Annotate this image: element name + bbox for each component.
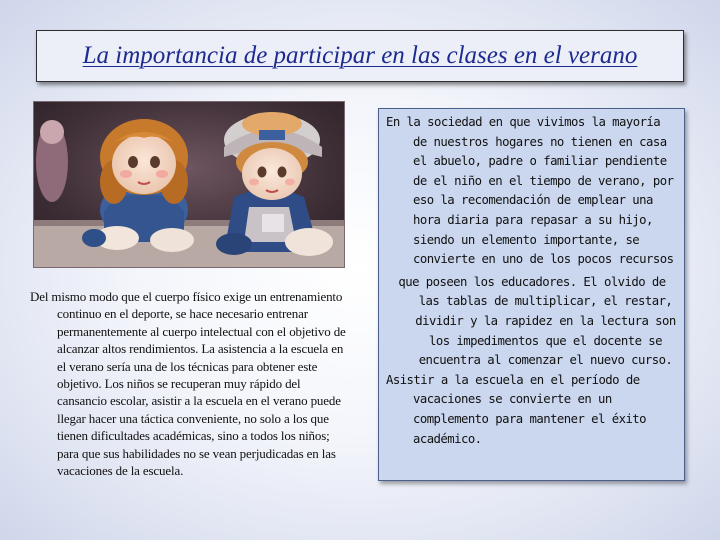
left-paragraph: Del mismo modo que el cuerpo físico exige un entrenamiento continuo en el deporte, se hace necesario entrenar permanentemente al cuerpo intelectual con el objetivo de alcanzar altos rendimientos. La asistencia a la escuela en el verano sería una de los técnicas para obtener este objetivo. Los niños se recuperan muy rápido del cansancio escolar, asistir a la escuela en el verano puede llegar hacer una táctica conveniente, no solo a los que tienen dificultades académicas, sino a todos los niños; para que sus habilidades no se vean perjudicadas en las vacaciones de la escuela. — [30, 289, 346, 479]
slide-title: La importancia de participar en las clases en el verano — [82, 42, 638, 69]
right-text-box — [378, 108, 685, 481]
right-paragraph-3: Asistir a la escuela en el período de vacaciones se convierte en un complemento para mantener el éxito académico. — [386, 372, 647, 446]
dolls-photo — [33, 101, 345, 268]
right-paragraph-1: En la sociedad en que vivimos la mayoría de nuestros hogares no tienen en casa el abuelo, padre o familiar pendiente de el niño en el tiempo de verano, por eso la recomendación de emplear una hora diaria para repasar a su hijo, siendo un elemento importante, se convierte en uno de los pocos recursos — [386, 115, 674, 267]
dolls-photo-icon — [34, 102, 344, 267]
title-box — [36, 30, 684, 82]
right-paragraph-2: que poseen los educadores. El olvido de las tablas de multiplicar, el restar, dividir y la rapidez en la lectura son los impedimentos que el docente se encuentra al comenzar el nuevo curso. — [398, 274, 676, 368]
left-text-block — [30, 288, 352, 479]
